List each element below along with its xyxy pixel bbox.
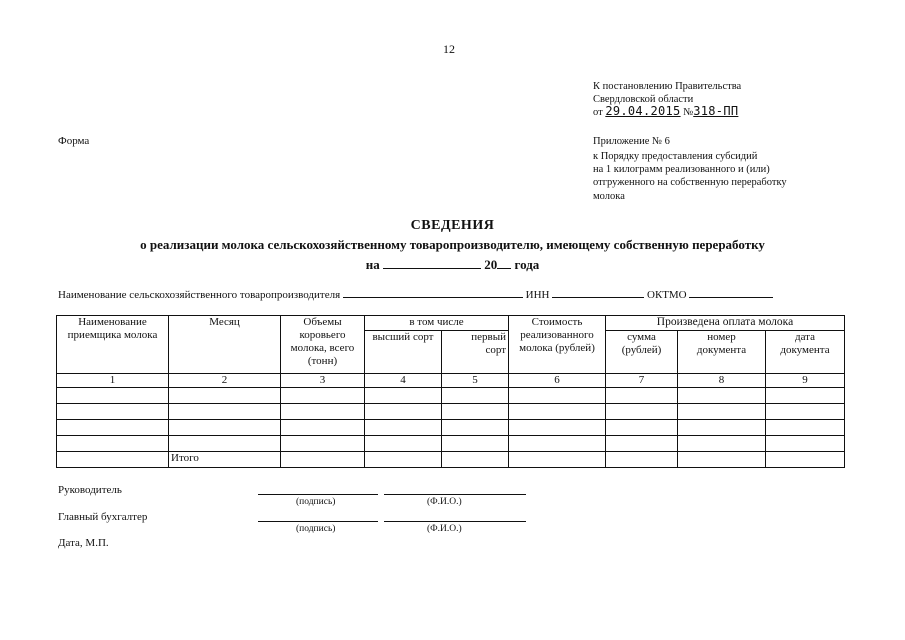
- header-payment: Произведена оплата молока: [606, 316, 845, 331]
- header-first-grade-line1: первый: [471, 331, 506, 343]
- producer-line: [58, 285, 773, 301]
- year-blank[interactable]: [497, 256, 511, 269]
- header-first-grade: [442, 331, 509, 374]
- resolution-number: 318-ПП: [693, 104, 739, 118]
- header-volume: [281, 316, 365, 374]
- milk-sales-table: [56, 315, 845, 468]
- appendix-line2: к Порядку предоставления субсидий: [593, 151, 758, 162]
- header-doc-number-line1: номер: [707, 331, 736, 343]
- document-title: СВЕДЕНИЯ: [410, 218, 495, 233]
- col-number: 8: [678, 374, 766, 388]
- appendix-line1: Приложение № 6: [593, 136, 670, 147]
- head-name-line[interactable]: [384, 494, 526, 495]
- total-row[interactable]: [57, 452, 845, 468]
- total-label: Итого: [169, 452, 281, 468]
- table-row[interactable]: [57, 388, 845, 404]
- table-row[interactable]: [57, 404, 845, 420]
- header-receiver-line2: приемщика молока: [67, 329, 158, 341]
- page-number: 12: [443, 42, 455, 56]
- producer-name-field[interactable]: [343, 285, 523, 298]
- head-name-caption: (Ф.И.О.): [427, 497, 462, 507]
- header-doc-date-line2: документа: [780, 344, 830, 356]
- header-volume-line3: молока, всего: [290, 342, 355, 354]
- document-subtitle: о реализации молока сельскохозяйственному товаропроизводителю, имеющему собственную переработку: [140, 237, 765, 252]
- resolution-ref-date-line: [593, 104, 738, 118]
- header-cost: [509, 316, 606, 374]
- header-first-grade-line2: сорт: [485, 344, 506, 356]
- accountant-sign-line[interactable]: [258, 521, 378, 522]
- header-receiver-line1: Наименование: [78, 316, 147, 328]
- header-cost-line1: Стоимость: [531, 316, 583, 328]
- header-volume-line2: коровьего: [299, 329, 346, 341]
- header-including: в том числе: [365, 316, 509, 331]
- producer-name-label: Наименование сельскохозяйственного товаропроизводителя: [58, 289, 341, 301]
- header-cost-line3: молока (рублей): [519, 342, 595, 354]
- accountant-sign-caption: (подпись): [296, 524, 336, 534]
- header-sum-line1: сумма: [627, 331, 656, 343]
- appendix-line5: молока: [593, 191, 625, 202]
- period-prefix: на: [365, 257, 380, 272]
- header-cost-line2: реализованного: [520, 329, 594, 341]
- col-number: 1: [57, 374, 169, 388]
- col-number: 2: [169, 374, 281, 388]
- column-numbers-row: [57, 374, 845, 388]
- resolution-ref-line2: Свердловской области: [593, 94, 694, 105]
- header-doc-date-line1: дата: [794, 331, 816, 343]
- accountant-name-line[interactable]: [384, 521, 526, 522]
- period-year: 20: [484, 257, 498, 272]
- header-doc-number-line2: документа: [696, 344, 747, 356]
- header-volume-line4: (тонн): [307, 355, 338, 367]
- appendix-line4: отгруженного на собственную переработку: [593, 177, 787, 188]
- col-number: 6: [509, 374, 606, 388]
- resolution-date: 29.04.2015: [605, 104, 681, 118]
- accountant-name-caption: (Ф.И.О.): [427, 524, 462, 534]
- period-suffix: года: [514, 257, 540, 272]
- oktmo-field[interactable]: [689, 285, 773, 298]
- inn-field[interactable]: [552, 285, 644, 298]
- head-sign-caption: (подпись): [296, 497, 336, 507]
- period-blank[interactable]: [383, 256, 481, 269]
- head-sign-line[interactable]: [258, 494, 378, 495]
- accountant-label: Главный бухгалтер: [58, 511, 148, 523]
- col-number: 4: [365, 374, 442, 388]
- number-prefix: №: [683, 107, 694, 118]
- header-receiver: [57, 316, 169, 374]
- col-number: 5: [442, 374, 509, 388]
- oktmo-label: ОКТМО: [647, 289, 687, 301]
- table-row[interactable]: [57, 420, 845, 436]
- header-doc-number: [678, 331, 766, 374]
- header-sum-line2: (рублей): [621, 344, 662, 356]
- header-volume-line1: Объемы: [303, 316, 342, 328]
- header-top-grade: высший сорт: [365, 331, 442, 374]
- col-number: 7: [606, 374, 678, 388]
- table-row[interactable]: [57, 436, 845, 452]
- col-number: 3: [281, 374, 365, 388]
- header-doc-date: [766, 331, 845, 374]
- inn-label: ИНН: [525, 289, 550, 301]
- period-line: [0, 256, 905, 273]
- col-number: 9: [766, 374, 845, 388]
- date-prefix: от: [593, 107, 603, 118]
- appendix-line3: на 1 килограмм реализованного и (или): [593, 164, 770, 175]
- resolution-ref-line1: К постановлению Правительства: [593, 81, 742, 92]
- date-stamp-label: Дата, М.П.: [58, 537, 109, 549]
- form-label: Форма: [58, 135, 90, 147]
- header-sum: [606, 331, 678, 374]
- header-month: Месяц: [169, 316, 281, 374]
- head-label: Руководитель: [58, 484, 122, 496]
